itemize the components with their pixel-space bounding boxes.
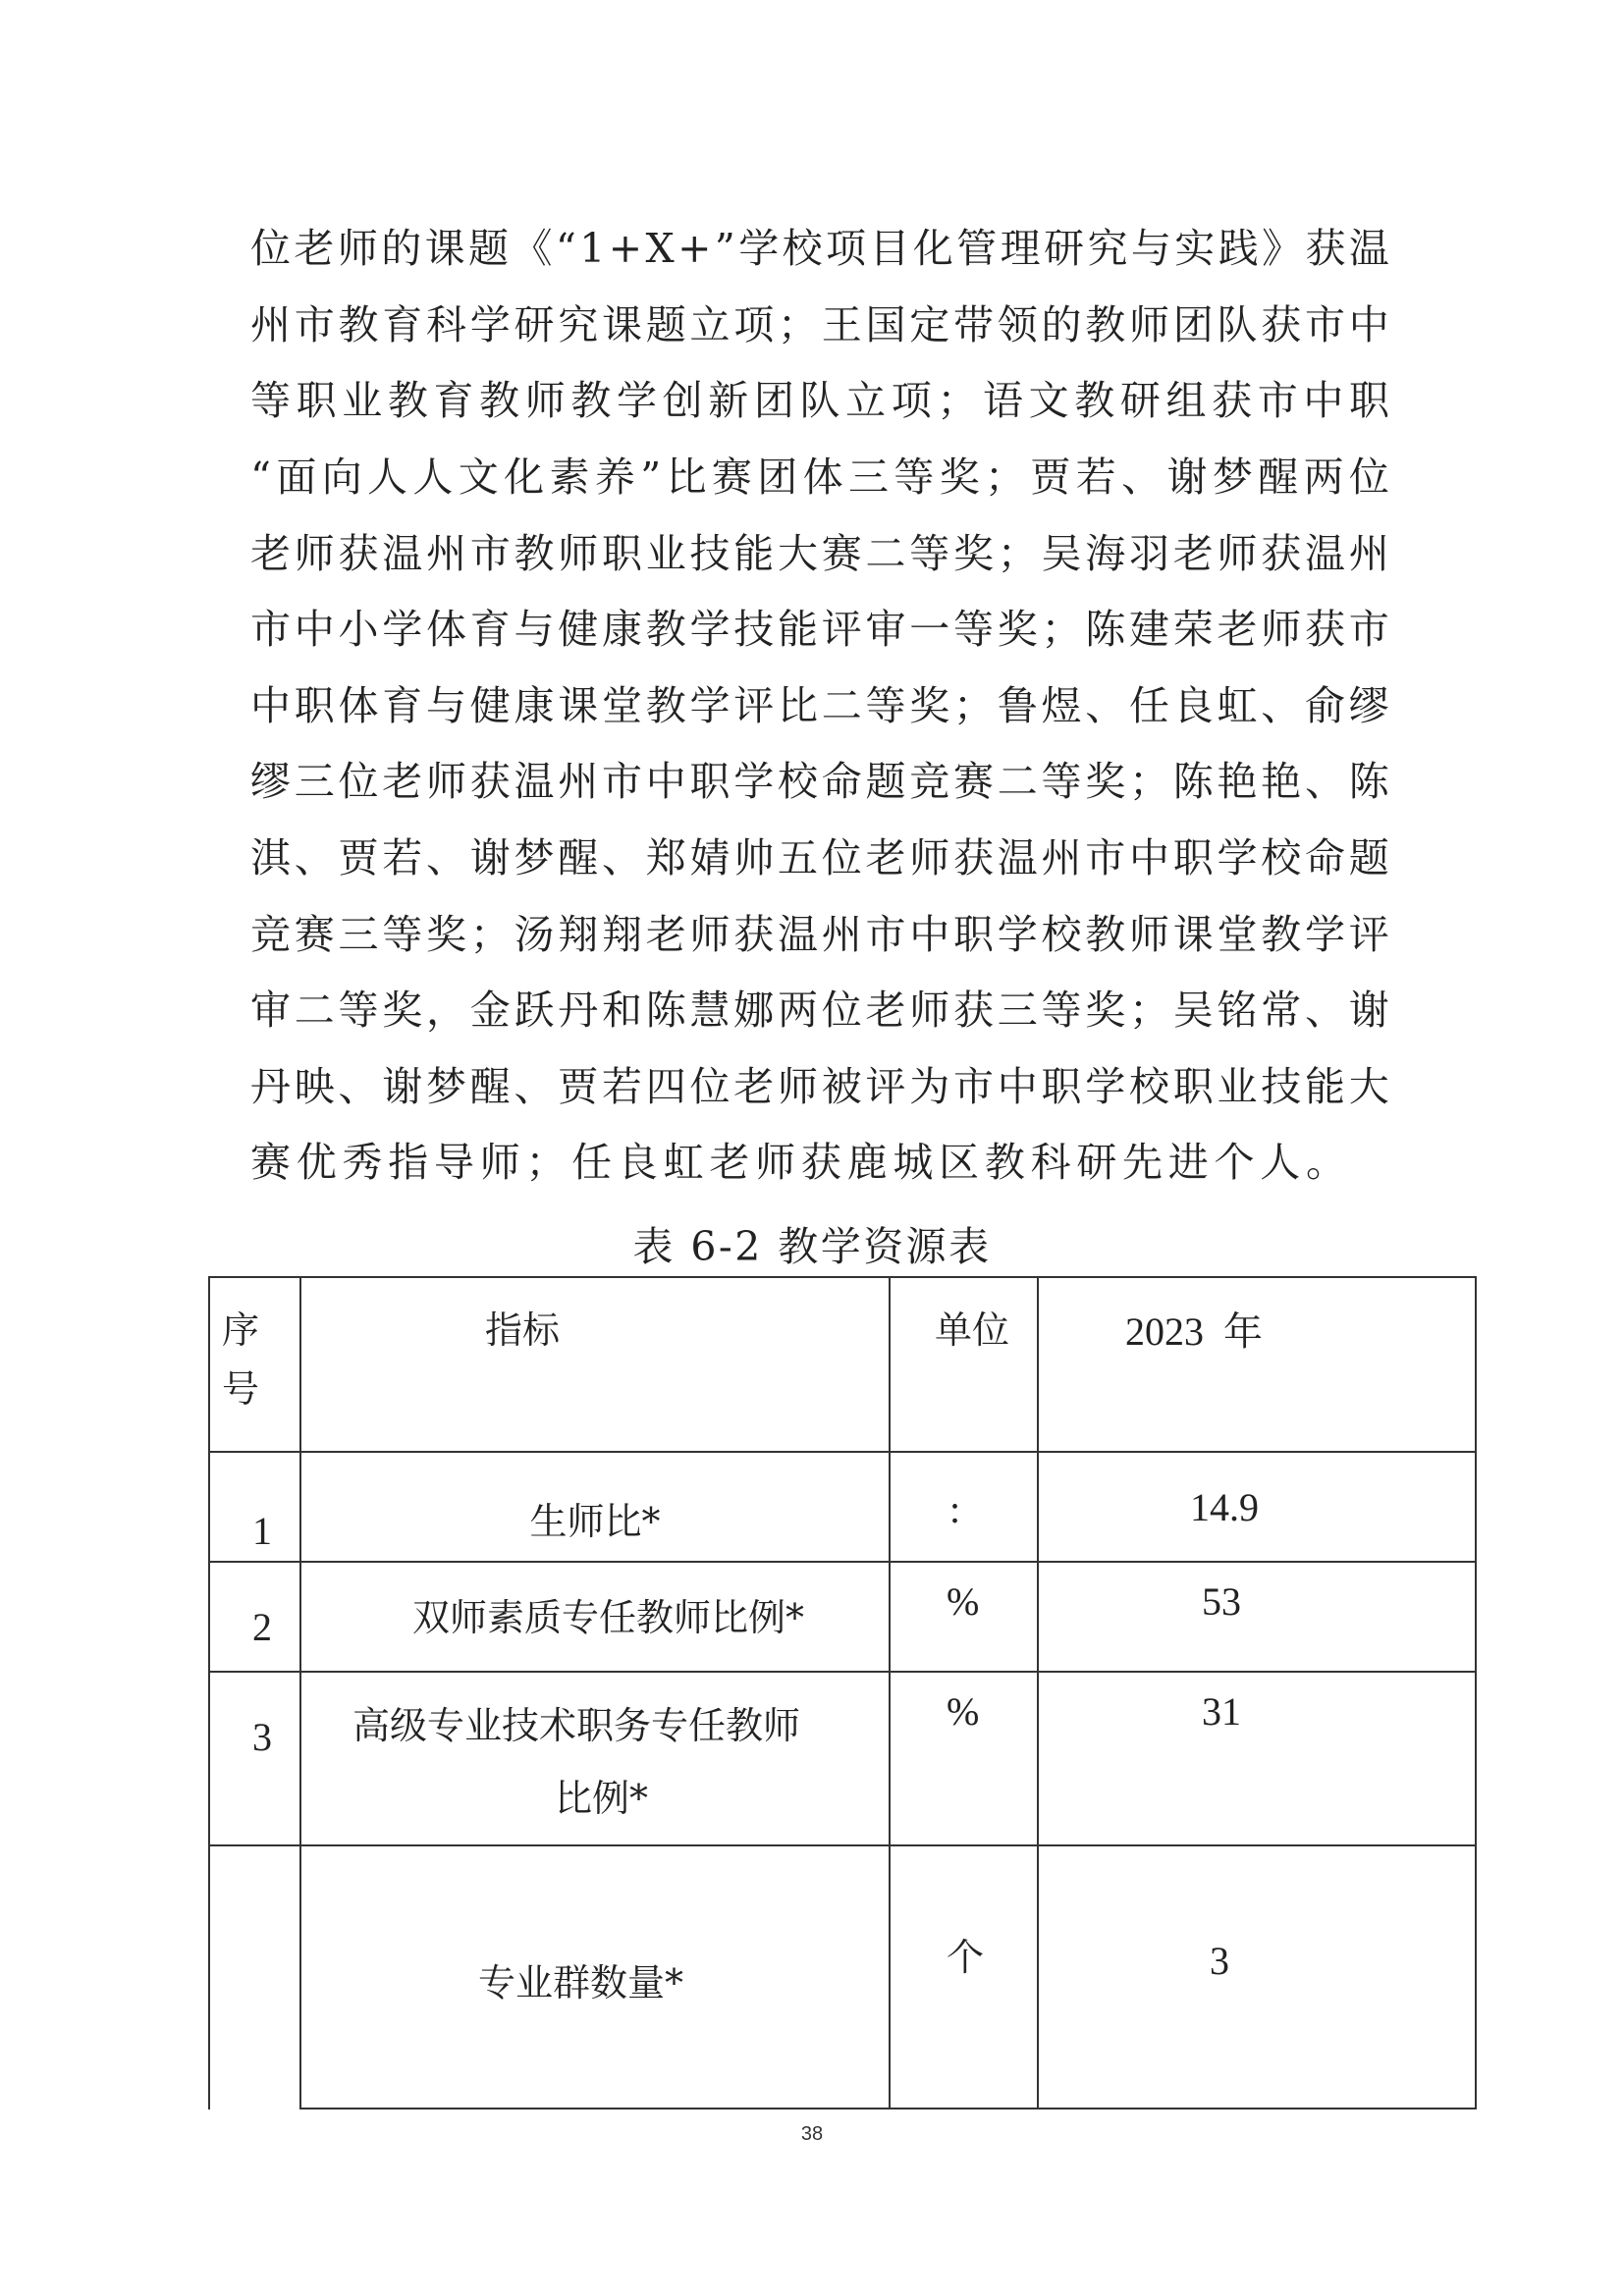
table-border [208, 1561, 1477, 1563]
table-border [208, 1671, 1477, 1673]
table-border [1037, 1276, 1039, 2109]
row-seq: 1 [252, 1509, 272, 1553]
paragraph-line: 赛优秀指导师；任良虹老师获鹿城区教科研先进个人。 [250, 1139, 1352, 1187]
row-unit: 个 [947, 1936, 985, 1979]
body-paragraph [250, 211, 1389, 1201]
paragraph-line: 州 市 教 育 科 学 研 究 课 题 立 项 ； 王 国 定 带 领 的 教 师 团 队 获 市 中 [250, 300, 1389, 348]
row-seq: 3 [252, 1715, 272, 1759]
paragraph-line: 等 职 业 教 育 教 师 教 学 创 新 团 队 立 项 ； 语 文 教 研 组 获 市 中 职 [250, 377, 1389, 425]
row-seq: 2 [252, 1605, 272, 1649]
row-value: 3 [1210, 1939, 1229, 1983]
header-seq: 序号 [222, 1308, 260, 1411]
paragraph-line: 淇 、 贾 若 、 谢 梦 醒 、 郑 婧 帅 五 位 老 师 获 温 州 市 中 职 学 校 命 题 [250, 834, 1389, 882]
table-border [208, 1276, 210, 2109]
paragraph-line: 竞 赛 三 等 奖 ； 汤 翔 翔 老 师 获 温 州 市 中 职 学 校 教 师 课 堂 教 学 评 [250, 910, 1389, 958]
paragraph-line: 市 中 小 学 体 育 与 健 康 教 学 技 能 评 审 一 等 奖 ； 陈 建 荣 老 师 获 市 [250, 606, 1389, 654]
row-unit: % [947, 1689, 980, 1734]
row-unit: % [947, 1579, 980, 1624]
header-unit: 单位 [935, 1308, 1010, 1352]
row-indicator: 比例* [555, 1777, 649, 1820]
paragraph-line: 缪 三 位 老 师 获 温 州 市 中 职 学 校 命 题 竞 赛 二 等 奖 ； 陈 艳 艳 、 陈 [250, 758, 1389, 806]
paragraph-line: “ 面 向 人 人 文 化 素 养 ” 比 赛 团 体 三 等 奖 ； 贾 若 、 谢 梦 醒 两 位 [250, 454, 1389, 502]
paragraph-line: 审 二 等 奖 ， 金 跃 丹 和 陈 慧 娜 两 位 老 师 获 三 等 奖 ； 吴 铭 常 、 谢 [250, 987, 1389, 1035]
table-border [889, 1276, 891, 2109]
table-caption: 表 6-2 教学资源表 [632, 1223, 992, 1270]
paragraph-line: 丹 映 、 谢 梦 醒 、 贾 若 四 位 老 师 被 评 为 市 中 职 学 校 职 业 技 能 大 [250, 1062, 1389, 1110]
row-indicator: 双师素质专任教师比例* [412, 1596, 805, 1639]
row-unit: : [949, 1487, 961, 1531]
table-border [208, 1844, 1477, 1846]
row-value: 53 [1202, 1579, 1241, 1624]
row-indicator: 生师比* [529, 1500, 661, 1543]
header-indicator: 指标 [484, 1308, 560, 1352]
row-value: 31 [1202, 1689, 1241, 1734]
row-indicator: 专业群数量* [478, 1961, 684, 2004]
paragraph-line: 老 师 获 温 州 市 教 师 职 业 技 能 大 赛 二 等 奖 ； 吴 海 羽 老 师 获 温 州 [250, 529, 1389, 577]
paragraph-line: 中 职 体 育 与 健 康 课 堂 教 学 评 比 二 等 奖 ； 鲁 煜 、 任 良 虹 、 俞 缪 [250, 681, 1389, 729]
teaching-resources-table [208, 1276, 1485, 2109]
paragraph-line: 位 老 师 的 课 题 《 “ 1 + X + ” 学 校 项 目 化 管 理 研 究 与 实 践 》 获 温 [250, 225, 1389, 273]
table-border [208, 1451, 1477, 1453]
header-year: 2023 年 [1125, 1309, 1263, 1354]
table-border [208, 1276, 1477, 1278]
table-border [299, 2108, 1477, 2109]
table-border [1475, 1276, 1477, 2109]
row-indicator: 高级专业技术职务专任教师 [352, 1704, 801, 1747]
page-number: 38 [800, 2123, 824, 2145]
table-border [299, 1276, 301, 2109]
row-value: 14.9 [1190, 1485, 1259, 1529]
